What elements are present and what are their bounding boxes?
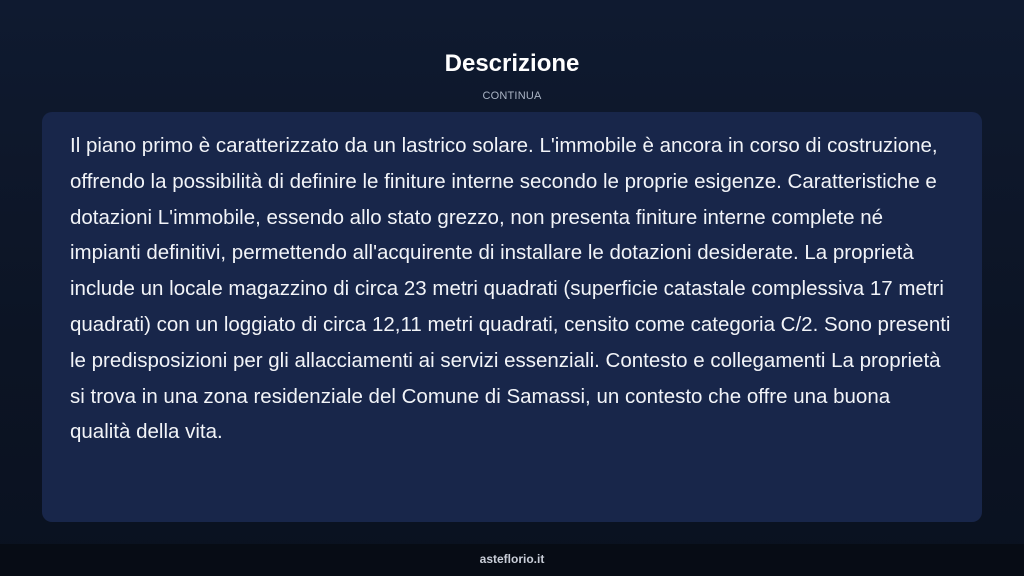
site-name: asteflorio.it xyxy=(479,552,545,566)
continue-label: CONTINUA xyxy=(482,90,542,102)
description-text: Il piano primo è caratterizzato da un lastrico solare. L'immobile è ancora in corso di costruzione, offrendo la possibilità di definire le finiture interne secondo le proprie esigenze. Caratteristiche e dotazioni L'immobile, essendo allo stato grezzo, non presenta finiture interne complete né impianti definitivi, permettendo all'acquirente di installare le dotazioni desiderate. La proprietà include un locale magazzino di circa 23 metri quadrati (superficie catastale complessiva 17 metri quadrati) con un loggiato di circa 12,11 metri quadrati, censito come categoria C/2. Sono presenti le predisposizioni per gli allacciamenti ai servizi essenziali. Contesto e collegamenti La proprietà si trova in una zona residenziale del Comune di Samassi, un contesto che offre una buona qualità della vita. xyxy=(70,134,951,444)
footer-bar xyxy=(0,544,1024,576)
page-title: Descrizione xyxy=(444,50,580,77)
description-card xyxy=(42,112,982,522)
